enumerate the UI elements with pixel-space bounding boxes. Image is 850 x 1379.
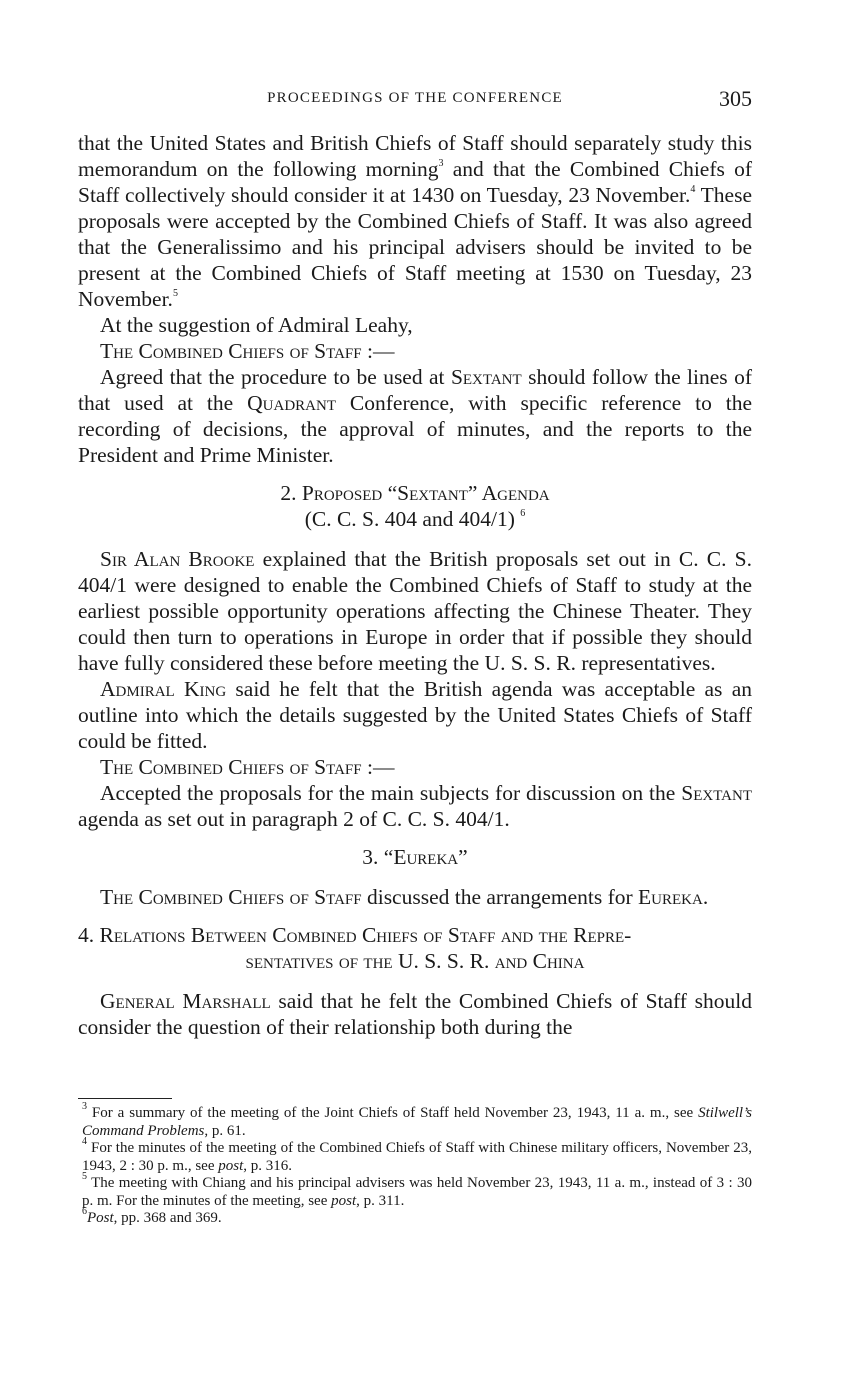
text-run: Accepted the proposals for the main subjects for discussion on the bbox=[100, 781, 682, 805]
text-run: . bbox=[702, 885, 709, 909]
paragraph-eureka bbox=[78, 884, 752, 910]
footnote-mark: 5 bbox=[82, 1171, 87, 1182]
text-run: Conference, with specific reference to the recording of decisions, the approval of minutes, and the reports to the President and Prime Minister. bbox=[78, 391, 753, 467]
running-head bbox=[78, 86, 752, 116]
text-run: that the United States and British Chiefs of Staff should separately study this memorandum on the following morning bbox=[78, 131, 752, 181]
paragraph-agreed bbox=[78, 364, 752, 468]
paragraph-suggestion: At the suggestion of Admiral Leahy, bbox=[100, 313, 413, 337]
text-run: explained that the British proposals set out in C. C. S. 404/1 were designed to enable the Combined Chiefs of Staff to study at the earliest possible opportunity operations affecting the Chinese Theater. They could then turn to operations in Europe in order that if possible they should have fully considered these before meeting the U. S. S. R. representatives. bbox=[78, 547, 752, 675]
speaker-name: The Combined Chiefs of Staff bbox=[100, 885, 362, 909]
footnote-6 bbox=[82, 1206, 752, 1228]
paragraph-accepted bbox=[78, 780, 752, 832]
code-name: Eureka bbox=[638, 885, 703, 909]
ccs-heading: The Combined Chiefs of Staff :— bbox=[100, 755, 395, 779]
footnote-mark: 4 bbox=[82, 1136, 87, 1147]
footnote-ref: 4 bbox=[690, 183, 696, 195]
text-run: Agreed that the procedure to be used at bbox=[100, 365, 451, 389]
paragraph-brooke bbox=[78, 546, 752, 676]
speaker-name: Sir Alan Brooke bbox=[100, 547, 255, 571]
footnote-ref: 5 bbox=[172, 287, 178, 299]
footnote-mark: 6 bbox=[82, 1206, 87, 1217]
section-heading-4-line2: sentatives of the U. S. S. R. and China bbox=[245, 949, 585, 973]
text-run: For a summary of the meeting of the Joint Chiefs of Staff held November 23, 1943, 11 a. m., see bbox=[87, 1105, 699, 1121]
text-run: discussed the arrangements for bbox=[361, 885, 639, 909]
footnote-3 bbox=[82, 1101, 752, 1140]
section-heading-2: 2. Proposed “Sextant” Agenda bbox=[280, 481, 550, 505]
italic-ref: Post bbox=[87, 1210, 114, 1226]
text-run: , p. 61. bbox=[204, 1122, 246, 1139]
footnote-4 bbox=[82, 1136, 752, 1175]
paragraph-continuation bbox=[78, 130, 752, 312]
footnote-rule bbox=[78, 1098, 172, 1099]
text-run: These proposals were accepted by the Combined Chiefs of Staff. It was also agreed that the Generalissimo and his principal advisers should be invited to be present at the Combined Chiefs of Staff meeting at 1530 on Tuesday, 23 November. bbox=[78, 183, 752, 311]
paragraph-marshall bbox=[78, 988, 752, 1040]
running-title: PROCEEDINGS OF THE CONFERENCE bbox=[267, 90, 563, 106]
footnotes bbox=[82, 1101, 752, 1228]
footnote-ref: 6 bbox=[520, 507, 526, 519]
body-text bbox=[78, 130, 752, 1040]
text-run: should follow the lines of that used at the bbox=[78, 365, 752, 415]
text-run: said that he felt the Combined Chiefs of Staff should consider the question of their relationship both during the bbox=[78, 989, 752, 1039]
text-run: agenda as set out in paragraph 2 of C. C. S. 404/1. bbox=[78, 807, 510, 831]
code-name: Sextant bbox=[681, 781, 752, 805]
footnote-ref: 3 bbox=[438, 157, 444, 169]
page-number: 305 bbox=[719, 86, 752, 111]
footnote-mark: 3 bbox=[82, 1101, 87, 1112]
section-2-reference bbox=[78, 506, 752, 532]
italic-ref: post bbox=[218, 1157, 244, 1174]
text-run: (C. C. S. 404 and 404/1) bbox=[304, 507, 515, 531]
section-heading-4-line1: 4. Relations Between Combined Chiefs of Staff and the Repre- bbox=[78, 923, 632, 947]
text-run: and that the Combined Chiefs of Staff collectively should consider it at 1430 on Tuesday, 23 November. bbox=[78, 157, 752, 207]
text-run: For the minutes of the meeting of the Combined Chiefs of Staff with Chinese military officers, November 23, 1943, 2 : 30 p. m., see bbox=[82, 1140, 752, 1174]
text-run: , pp. 368 and 369. bbox=[113, 1210, 222, 1226]
code-name: Sextant bbox=[450, 365, 522, 389]
footnote-5 bbox=[82, 1171, 752, 1210]
speaker-name: Admiral King bbox=[100, 677, 227, 701]
text-run: , p. 316. bbox=[243, 1157, 293, 1174]
code-name: Quadrant bbox=[247, 391, 336, 415]
text-run: The meeting with Chiang and his principal advisers was held November 23, 1943, 11 a. m., instead of 3 : 30 p. m. For the minutes of the meeting, see bbox=[82, 1175, 752, 1209]
text-run: , p. 311. bbox=[356, 1192, 405, 1209]
ccs-heading: The Combined Chiefs of Staff :— bbox=[100, 339, 395, 363]
section-heading-3: 3. “Eureka” bbox=[362, 845, 468, 869]
italic-title: Stilwell’s Command Problems bbox=[82, 1105, 752, 1139]
text-run: said he felt that the British agenda was acceptable as an outline into which the details suggested by the United States Chiefs of Staff could be fitted. bbox=[78, 677, 752, 753]
paragraph-king bbox=[78, 676, 752, 754]
italic-ref: post bbox=[331, 1192, 357, 1209]
speaker-name: General Marshall bbox=[100, 989, 271, 1013]
